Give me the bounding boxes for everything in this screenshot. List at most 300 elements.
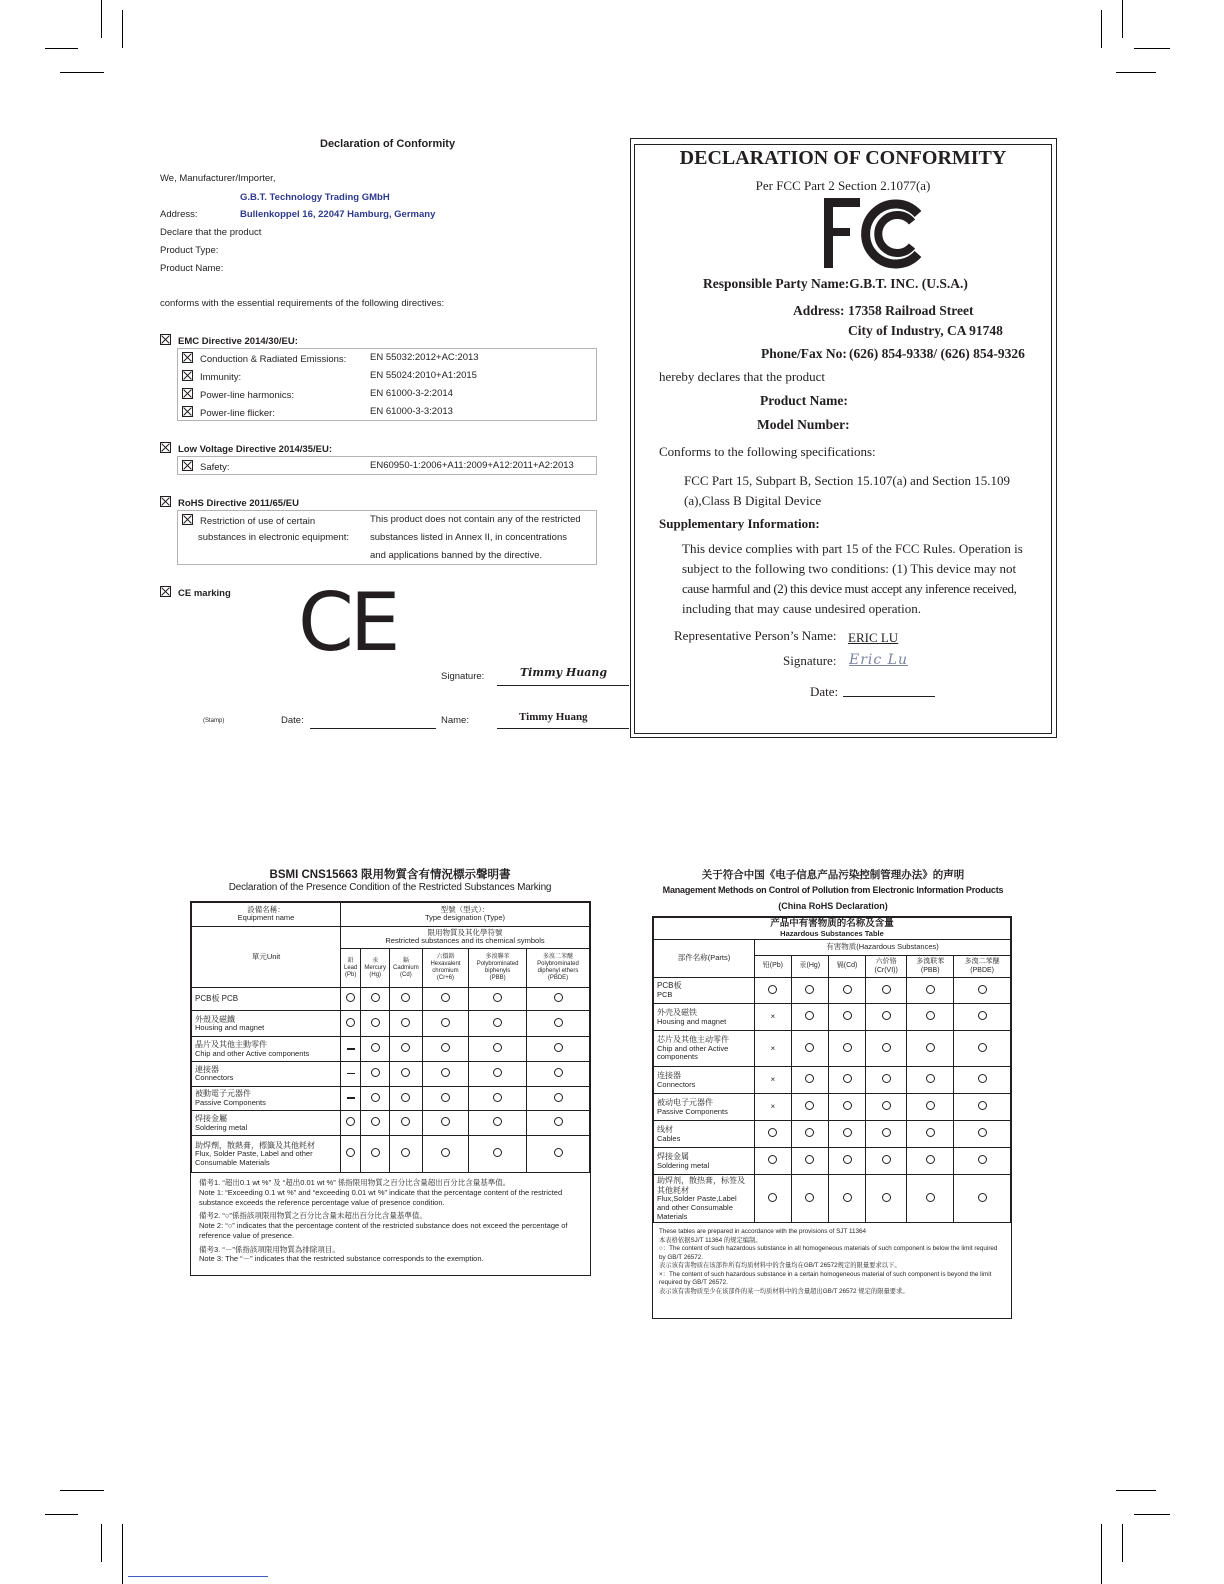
circle-mark-icon [441, 1093, 450, 1102]
circle-mark-icon [978, 1074, 987, 1083]
crop-mark [60, 1490, 104, 1491]
circle-mark-icon [843, 1011, 852, 1020]
china-cell [828, 978, 865, 1004]
china-cell [954, 978, 1011, 1004]
crop-mark [45, 48, 78, 49]
china-table-frame [652, 916, 1012, 1319]
fcc-model-number: Model Number: [757, 417, 850, 432]
bsmi-equip-cell: 設備名稱： Equipment name [192, 903, 341, 927]
bsmi-table-frame [190, 901, 591, 1276]
fcc-date-line [843, 696, 935, 697]
signature-label: Signature: [441, 671, 485, 682]
bsmi-cell [422, 1135, 468, 1172]
china-col-header: 铅(Pb) [755, 956, 792, 978]
circle-mark-icon [843, 1193, 852, 1202]
eu-address: Bullenkoppel 16, 22047 Hamburg, Germany [240, 209, 436, 220]
fcc-supp-text: including that may cause undesired operation. [682, 601, 921, 616]
circle-mark-icon [926, 1101, 935, 1110]
circle-mark-icon [401, 1068, 410, 1077]
circle-mark-icon [843, 1101, 852, 1110]
circle-mark-icon [493, 993, 502, 1002]
bsmi-cell [469, 1010, 527, 1037]
bsmi-unit-header: 單元Unit [192, 926, 341, 988]
checked-box-icon [182, 406, 193, 417]
bsmi-table [191, 902, 590, 1173]
china-cell [791, 1121, 828, 1148]
fcc-sig-label: Signature: [783, 653, 837, 668]
circle-mark-icon [882, 1101, 891, 1110]
eu-title: Declaration of Conformity [320, 138, 456, 150]
bsmi-part-name: PCB板 PCB [192, 988, 341, 1011]
china-cell [791, 1004, 828, 1031]
bsmi-table-row [192, 1086, 590, 1111]
china-table-row [654, 1067, 1011, 1094]
china-cell [755, 1094, 792, 1121]
circle-mark-icon [882, 1128, 891, 1137]
china-cell [866, 1094, 907, 1121]
bsmi-cell [341, 988, 361, 1011]
circle-mark-icon [554, 1117, 563, 1126]
china-note: ×：The content of such hazardous substance in a certain homogeneous material of such component is beyond the limit required by GB/T 26572. [659, 1270, 992, 1287]
circle-mark-icon [926, 1011, 935, 1020]
bsmi-cell [527, 1086, 590, 1111]
emc-directive-title: EMC Directive 2014/30/EU: [160, 334, 298, 347]
checked-box-icon [160, 442, 171, 453]
bsmi-part-name: 被動電子元器件 Passive Components [192, 1086, 341, 1111]
signature-handwritten: Timmy Huang [520, 666, 608, 679]
circle-mark-icon [805, 1101, 814, 1110]
bsmi-cell [469, 1135, 527, 1172]
fcc-product-name: Product Name: [760, 393, 848, 408]
bsmi-cell [390, 1010, 423, 1037]
circle-mark-icon [493, 1043, 502, 1052]
circle-mark-icon [926, 1074, 935, 1083]
china-cell [954, 1094, 1011, 1121]
bsmi-cell [527, 1062, 590, 1087]
bsmi-cell [361, 1062, 390, 1087]
cross-mark-icon: × [770, 1012, 776, 1022]
emc-std: EN 55024:2010+A1:2015 [370, 370, 477, 381]
china-table-title: 产品中有害物质的名称及含量 Hazardous Substances Table [654, 918, 1011, 940]
eu-product-name: Product Name: [160, 263, 224, 274]
circle-mark-icon [371, 1068, 380, 1077]
bsmi-cell [527, 1135, 590, 1172]
bsmi-table-row [192, 1010, 590, 1037]
circle-mark-icon [768, 1193, 777, 1202]
china-cell [954, 1031, 1011, 1067]
circle-mark-icon [493, 1018, 502, 1027]
china-cell [755, 1067, 792, 1094]
china-table-row [654, 1148, 1011, 1175]
cross-mark-icon: × [770, 1102, 776, 1112]
circle-mark-icon [843, 1074, 852, 1083]
name-line [497, 728, 629, 729]
bsmi-cell [361, 1037, 390, 1062]
fcc-party: Responsible Party Name:G.B.T. INC. (U.S.A.) [703, 276, 968, 291]
china-cell [866, 1031, 907, 1067]
emc-std: EN 55032:2012+AC:2013 [370, 352, 479, 363]
bsmi-col-header: 汞 Mercury (Hg) [361, 949, 390, 988]
bsmi-cell [469, 1062, 527, 1087]
bsmi-cell [422, 1062, 468, 1087]
circle-mark-icon [493, 1148, 502, 1157]
bsmi-cell [341, 1062, 361, 1087]
china-table-row [654, 1004, 1011, 1031]
fcc-conforms: Conforms to the following specifications: [659, 444, 876, 459]
fcc-supp-text: This device complies with part 15 of the FCC Rules. Operation is [682, 541, 1023, 556]
dash-mark-icon [347, 1097, 355, 1099]
bsmi-cell [422, 1086, 468, 1111]
china-note: 本表格依据SJ/T 11364 的规定编制。 [659, 1236, 762, 1244]
circle-mark-icon [441, 1043, 450, 1052]
circle-mark-icon [346, 1148, 355, 1157]
china-cell [755, 1121, 792, 1148]
china-cell [866, 978, 907, 1004]
circle-mark-icon [882, 1074, 891, 1083]
china-table-row [654, 1175, 1011, 1223]
china-table-row [654, 1121, 1011, 1148]
bsmi-part-name: 焊接金屬 Soldering metal [192, 1111, 341, 1136]
china-cell [828, 1031, 865, 1067]
bsmi-cell [361, 1010, 390, 1037]
bsmi-col-header: 多溴二苯醚 Polybrominated diphenyl ethers (PBDE) [527, 949, 590, 988]
fcc-title: DECLARATION OF CONFORMITY [679, 147, 1007, 169]
china-cell [791, 1148, 828, 1175]
china-part-name: 连接器 Connectors [654, 1067, 755, 1094]
eu-declare: Declare that the product [160, 227, 262, 238]
circle-mark-icon [843, 985, 852, 994]
china-cell [866, 1148, 907, 1175]
china-cell [828, 1004, 865, 1031]
dash-mark-icon [347, 1048, 355, 1050]
circle-mark-icon [371, 1093, 380, 1102]
fcc-phone-label: Phone/Fax No: [761, 346, 847, 361]
china-cell [866, 1004, 907, 1031]
china-cell [828, 1175, 865, 1223]
circle-mark-icon [978, 1155, 987, 1164]
fcc-hereby: hereby declares that the product [659, 369, 826, 384]
lvd-item: Safety: [182, 460, 230, 473]
name-value: Timmy Huang [519, 711, 588, 723]
bsmi-cell [390, 1111, 423, 1136]
bsmi-col-header: 多溴聯苯 Polybrominated biphenyls (PBB) [469, 949, 527, 988]
china-col-header: 六价铬 (Cr(VI)) [866, 956, 907, 978]
circle-mark-icon [978, 1193, 987, 1202]
footer-rule [128, 1576, 268, 1577]
bsmi-cell [469, 988, 527, 1011]
circle-mark-icon [371, 1018, 380, 1027]
bsmi-cell [469, 1086, 527, 1111]
china-part-name: PCB板 PCB [654, 978, 755, 1004]
fcc-date-label: Date: [810, 684, 839, 699]
circle-mark-icon [441, 1068, 450, 1077]
checked-box-icon [182, 352, 193, 363]
circle-mark-icon [401, 1093, 410, 1102]
china-parts-header: 部件名称(Parts) [654, 940, 755, 978]
circle-mark-icon [768, 985, 777, 994]
china-note: These tables are prepared in accordance with the provisions of SJT 11364 [659, 1228, 866, 1236]
eu-we: We, Manufacturer/Importer, [160, 173, 276, 184]
bsmi-cell [527, 1010, 590, 1037]
bsmi-table-row [192, 1135, 590, 1172]
china-cell [755, 1004, 792, 1031]
china-col-header: 多溴二苯醚 (PBDE) [954, 956, 1011, 978]
circle-mark-icon [401, 1148, 410, 1157]
china-cell [791, 1031, 828, 1067]
fcc-supp-title: Supplementary Information: [659, 516, 820, 531]
emc-std: EN 61000-3-2:2014 [370, 388, 453, 399]
eu-conforms: conforms with the essential requirements of the following directives: [160, 298, 445, 309]
crop-mark [1101, 10, 1102, 48]
china-cell [954, 1067, 1011, 1094]
bsmi-notes [191, 1173, 590, 1264]
eu-address-label: Address: [160, 209, 198, 220]
china-cell [954, 1148, 1011, 1175]
checked-box-icon [182, 460, 193, 471]
bsmi-cell [527, 1037, 590, 1062]
china-table-row [654, 1031, 1011, 1067]
cross-mark-icon: × [770, 1075, 776, 1085]
china-cell [907, 1031, 954, 1067]
bsmi-cell [422, 988, 468, 1011]
signature-line [497, 685, 629, 686]
emc-std: EN 61000-3-3:2013 [370, 406, 453, 417]
china-col-header: 多溴联苯 (PBB) [907, 956, 954, 978]
china-table-row [654, 978, 1011, 1004]
china-notes [653, 1223, 1011, 1296]
circle-mark-icon [882, 1011, 891, 1020]
fcc-supp-text: subject to the following two conditions: (1) This device may not [682, 561, 1017, 576]
name-label: Name: [441, 715, 469, 726]
bsmi-cell [390, 1062, 423, 1087]
fcc-subtitle: Per FCC Part 2 Section 2.1077(a) [755, 178, 931, 193]
bsmi-cell [469, 1037, 527, 1062]
circle-mark-icon [441, 1148, 450, 1157]
checked-box-icon [182, 370, 193, 381]
circle-mark-icon [493, 1093, 502, 1102]
circle-mark-icon [882, 1155, 891, 1164]
bsmi-part-name: 晶片及其他主動零件 Chip and other Active components [192, 1037, 341, 1062]
rohs-directive-title: RoHS Directive 2011/65/EU [160, 496, 299, 509]
bsmi-table-row [192, 1062, 590, 1087]
bsmi-title: BSMI CNS15663 限用物質含有情況標示聲明書 [269, 869, 511, 881]
china-part-name: 外壳及磁铁 Housing and magnet [654, 1004, 755, 1031]
crop-mark [122, 1524, 123, 1584]
china-cell [907, 978, 954, 1004]
circle-mark-icon [805, 1193, 814, 1202]
bsmi-restricted-header: 限用物質及其化學符號 Restricted substances and its chemical symbols [341, 926, 590, 949]
ce-logo: CE [298, 576, 397, 669]
circle-mark-icon [805, 1155, 814, 1164]
circle-mark-icon [768, 1155, 777, 1164]
lvd-std: EN60950-1:2006+A11:2009+A12:2011+A2:2013 [370, 460, 574, 471]
china-cell [907, 1067, 954, 1094]
circle-mark-icon [926, 1155, 935, 1164]
china-title: 关于符合中国《电子信息产品污染控制管理办法》的声明 [701, 869, 965, 881]
dash-mark-icon [347, 1073, 355, 1075]
china-col-header: 镉(Cd) [828, 956, 865, 978]
china-cell [907, 1121, 954, 1148]
circle-mark-icon [978, 1101, 987, 1110]
crop-mark [1134, 1514, 1170, 1515]
bsmi-type-cell: 型號（型式）： Type designation (Type) [341, 903, 590, 927]
china-note: ○：The content of such hazardous substance in all homogeneous materials of such component is below the limit required by GB/T 26572. [659, 1245, 998, 1261]
bsmi-cell [341, 1010, 361, 1037]
rohs-text: This product does not contain any of the restricted [370, 514, 581, 525]
bsmi-cell [390, 1135, 423, 1172]
crop-mark [1116, 72, 1156, 73]
circle-mark-icon [805, 985, 814, 994]
circle-mark-icon [926, 1193, 935, 1202]
fcc-spec: FCC Part 15, Subpart B, Section 15.107(a) and Section 15.109 [684, 473, 1011, 488]
china-cell [866, 1067, 907, 1094]
circle-mark-icon [978, 985, 987, 994]
china-table-row [654, 1094, 1011, 1121]
bsmi-cell [341, 1111, 361, 1136]
china-cell [755, 1175, 792, 1223]
circle-mark-icon [441, 1117, 450, 1126]
china-cell [755, 1148, 792, 1175]
circle-mark-icon [554, 1068, 563, 1077]
circle-mark-icon [882, 1043, 891, 1052]
circle-mark-icon [401, 1043, 410, 1052]
china-cell [866, 1121, 907, 1148]
china-part-name: 助焊剂，散热膏，标签及其他耗材 Flux,Solder Paste,Label and other Consumable Materials [654, 1175, 755, 1223]
circle-mark-icon [401, 993, 410, 1002]
circle-mark-icon [346, 993, 355, 1002]
circle-mark-icon [493, 1117, 502, 1126]
crop-mark [101, 1524, 102, 1562]
circle-mark-icon [371, 1117, 380, 1126]
crop-mark [1134, 48, 1170, 49]
circle-mark-icon [401, 1018, 410, 1027]
rohs-text: substances listed in Annex II, in concentrations [370, 532, 567, 543]
cross-mark-icon: × [770, 1043, 776, 1053]
fcc-spec: (a),Class B Digital Device [684, 493, 822, 508]
china-note: 表示该有害物质在该部件所有均质材料中的含量均在GB/T 26572规定的限量要求以下。 [659, 1262, 901, 1270]
bsmi-cell [422, 1111, 468, 1136]
china-part-name: 焊接金属 Soldering metal [654, 1148, 755, 1175]
china-cell [791, 978, 828, 1004]
bsmi-note: 備考2. “○”係指該項限用物質之百分比含量未超出百分比含量基準值。 [199, 1211, 427, 1221]
bsmi-cell [361, 988, 390, 1011]
emc-item: Power-line flicker: [182, 406, 275, 419]
circle-mark-icon [371, 1148, 380, 1157]
lvd-directive-title: Low Voltage Directive 2014/35/EU: [160, 442, 332, 455]
bsmi-part-name: 外殼及磁鐵 Housing and magnet [192, 1010, 341, 1037]
china-cell [828, 1148, 865, 1175]
fcc-address2: City of Industry, CA 91748 [848, 323, 1003, 338]
bsmi-note: Note 3: The “－” indicates that the restricted substance corresponds to the exemption. [199, 1254, 484, 1264]
checked-box-icon [160, 334, 171, 345]
crop-mark [122, 10, 123, 48]
china-part-name: 被动电子元器件 Passive Components [654, 1094, 755, 1121]
crop-mark [1101, 1524, 1102, 1584]
circle-mark-icon [843, 1043, 852, 1052]
circle-mark-icon [346, 1117, 355, 1126]
fcc-signature-handwritten: Eric Lu [849, 652, 908, 668]
bsmi-cell [527, 1111, 590, 1136]
circle-mark-icon [926, 1043, 935, 1052]
bsmi-part-name: 連接器 Connectors [192, 1062, 341, 1087]
china-cell [954, 1121, 1011, 1148]
fcc-phone: (626) 854-9338/ (626) 854-9326 [849, 346, 1025, 361]
circle-mark-icon [371, 993, 380, 1002]
china-cell [866, 1175, 907, 1223]
bsmi-cell [527, 988, 590, 1011]
circle-mark-icon [554, 1043, 563, 1052]
bsmi-table-row [192, 988, 590, 1011]
bsmi-note: Note 1: “Exceeding 0.1 wt %” and “exceeding 0.01 wt %” indicate that the percentage content of the restricted substance exceeds the reference percentage value of presence condition. [199, 1187, 563, 1207]
china-cell [828, 1094, 865, 1121]
circle-mark-icon [441, 993, 450, 1002]
china-part-name: 线材 Cables [654, 1121, 755, 1148]
bsmi-cell [361, 1111, 390, 1136]
circle-mark-icon [493, 1068, 502, 1077]
crop-mark [45, 1514, 78, 1515]
china-hazard-header: 有害物质(Hazardous Substances) [755, 940, 1011, 956]
crop-mark [1116, 1490, 1156, 1491]
circle-mark-icon [978, 1011, 987, 1020]
circle-mark-icon [441, 1018, 450, 1027]
bsmi-col-header: 鎘 Cadmium (Cd) [390, 949, 423, 988]
fcc-address-label: Address: [793, 303, 845, 318]
bsmi-cell [341, 1037, 361, 1062]
date-label: Date: [281, 715, 304, 726]
circle-mark-icon [926, 985, 935, 994]
china-cell [907, 1004, 954, 1031]
circle-mark-icon [843, 1155, 852, 1164]
circle-mark-icon [978, 1043, 987, 1052]
rohs-text: and applications banned by the directive. [370, 550, 543, 561]
bsmi-note: 備考3. “－”係指該項限用物質為排除項目。 [199, 1244, 340, 1254]
emc-item: Power-line harmonics: [182, 388, 294, 401]
china-cell [828, 1121, 865, 1148]
china-cell [755, 978, 792, 1004]
fcc-rep-name: ERIC LU [848, 630, 899, 645]
china-subtitle1: Management Methods on Control of Pollution from Electronic Information Products [662, 885, 1004, 895]
fcc-logo-icon [820, 196, 924, 272]
crop-mark [101, 0, 102, 38]
circle-mark-icon [843, 1128, 852, 1137]
circle-mark-icon [882, 985, 891, 994]
bsmi-cell [422, 1010, 468, 1037]
checked-box-icon [182, 388, 193, 399]
bsmi-cell [469, 1111, 527, 1136]
circle-mark-icon [805, 1043, 814, 1052]
circle-mark-icon [554, 1148, 563, 1157]
circle-mark-icon [882, 1193, 891, 1202]
checked-box-icon [182, 514, 193, 525]
circle-mark-icon [768, 1128, 777, 1137]
bsmi-note: Note 2: “○” indicates that the percentage content of the restricted substance does not exceed the percentage of reference value of presence. [199, 1221, 568, 1240]
bsmi-cell [361, 1135, 390, 1172]
circle-mark-icon [805, 1011, 814, 1020]
china-col-header: 汞(Hg) [791, 956, 828, 978]
circle-mark-icon [926, 1128, 935, 1137]
bsmi-cell [422, 1037, 468, 1062]
china-part-name: 芯片及其他主动零件 Chip and other Active components [654, 1031, 755, 1067]
circle-mark-icon [554, 1093, 563, 1102]
bsmi-col-header: 六價鉻 Hexavalent chromium (Cr+6) [422, 949, 468, 988]
circle-mark-icon [554, 1018, 563, 1027]
fcc-supp-text: cause harmful and (2) this device must accept any inference received, [682, 581, 1017, 596]
bsmi-note: 備考1. “超出0.1 wt %” 及 “超出0.01 wt %” 係指限用物質之百分比含量超出百分比含量基準值。 [199, 1178, 511, 1187]
stamp-label: (Stamp) [203, 718, 225, 724]
bsmi-cell [341, 1135, 361, 1172]
bsmi-cell [390, 1086, 423, 1111]
rohs-item: Restriction of use of certain [182, 514, 315, 527]
